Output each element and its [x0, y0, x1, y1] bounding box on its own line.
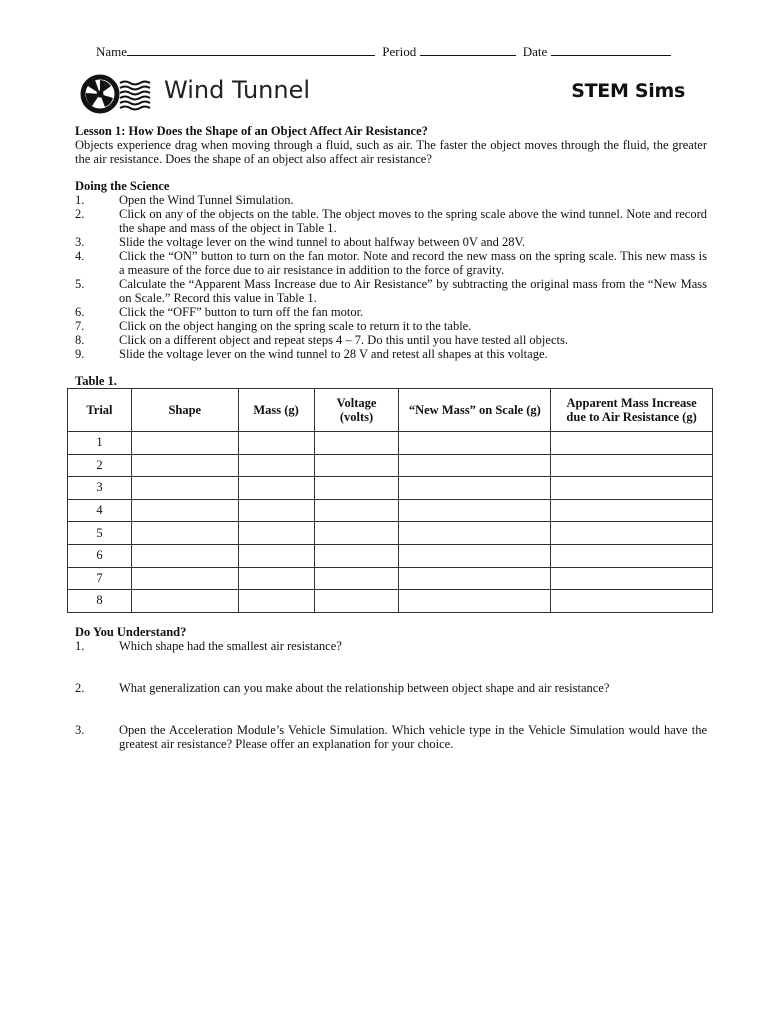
- question-item: 3. Open the Acceleration Module’s Vehicle Simulation. Which vehicle type in the Vehicle Simulation would have the greatest air resistance? Please offer an explanation for your choice.: [75, 723, 707, 751]
- list-item: 9. Slide the voltage lever on the wind tunnel to 28 V and retest all shapes at this voltage.: [75, 347, 548, 361]
- steps-list: [75, 193, 707, 361]
- list-item: 6. Click the “OFF” button to turn off the fan motor.: [75, 305, 364, 319]
- list-item: 5. Calculate the “Apparent Mass Increase due to Air Resistance” by subtracting the original mass from the “New Mass on Scale.” Record this value in Table 1.: [75, 277, 707, 305]
- table-caption: Table 1.: [75, 374, 117, 388]
- list-item: 8. Click on a different object and repeat steps 4 – 7. Do this until you have tested all objects.: [75, 333, 568, 347]
- table-row: 3: [68, 477, 713, 500]
- list-item: 7. Click on the object hanging on the spring scale to return it to the table.: [75, 319, 472, 333]
- question-item: 1. Which shape had the smallest air resistance?: [75, 639, 342, 653]
- lesson-intro: Objects experience drag when moving through a fluid, such as air. The faster the object moves through the fluid, the greater the air resistance. Does the shape of an object also affect air resistance?: [75, 138, 707, 166]
- name-label: Name: [96, 44, 128, 59]
- col-header-trial: Trial: [68, 389, 132, 432]
- list-item: 4. Click the “ON” button to turn on the fan motor. Note and record the new mass on the spring scale. This new mass is a measure of the force due to air resistance in addition to the force of gravity.: [75, 249, 707, 277]
- table-row: 4: [68, 499, 713, 522]
- table-row: 8: [68, 590, 713, 613]
- table-row: 5: [68, 522, 713, 545]
- period-label: Period: [382, 44, 417, 59]
- brand-logo: STEM Sims: [571, 80, 685, 102]
- date-label: Date: [522, 44, 548, 59]
- col-header-new-mass: “New Mass” on Scale (g): [399, 389, 551, 432]
- date-field[interactable]: [551, 43, 671, 56]
- table-row: 6: [68, 544, 713, 567]
- name-field[interactable]: [127, 43, 375, 56]
- worksheet-title: Wind Tunnel: [164, 76, 311, 104]
- questions-section: [75, 625, 707, 951]
- table-row: 2: [68, 454, 713, 477]
- period-field[interactable]: [420, 43, 516, 56]
- results-table: [67, 388, 713, 613]
- student-info-line: [96, 43, 671, 60]
- table-header-row: [68, 389, 713, 432]
- col-header-mass: Mass (g): [238, 389, 314, 432]
- list-item: 1. Open the Wind Tunnel Simulation.: [75, 193, 294, 207]
- fan-wind-icon: [80, 74, 156, 114]
- answer-space-2[interactable]: [75, 695, 707, 723]
- table-row: 7: [68, 567, 713, 590]
- table-row: 1: [68, 432, 713, 455]
- answer-space-1[interactable]: [75, 653, 707, 681]
- question-item: 2. What generalization can you make about the relationship between object shape and air resistance?: [75, 681, 610, 695]
- understand-heading: Do You Understand?: [75, 625, 187, 639]
- doing-science-heading: Doing the Science: [75, 179, 170, 193]
- col-header-voltage: Voltage (volts): [314, 389, 399, 432]
- col-header-shape: Shape: [131, 389, 238, 432]
- lesson-content: [75, 124, 707, 361]
- list-item: 2. Click on any of the objects on the table. The object moves to the spring scale above the wind tunnel. Note and record the shape and mass of the object in Table 1.: [75, 207, 707, 235]
- answer-space-3[interactable]: [75, 751, 707, 951]
- logo-header: [80, 70, 700, 116]
- col-header-apparent-mass: Apparent Mass Increase due to Air Resistance (g): [551, 389, 713, 432]
- list-item: 3. Slide the voltage lever on the wind tunnel to about halfway between 0V and 28V.: [75, 235, 526, 249]
- lesson-heading: Lesson 1: How Does the Shape of an Object Affect Air Resistance?: [75, 124, 428, 138]
